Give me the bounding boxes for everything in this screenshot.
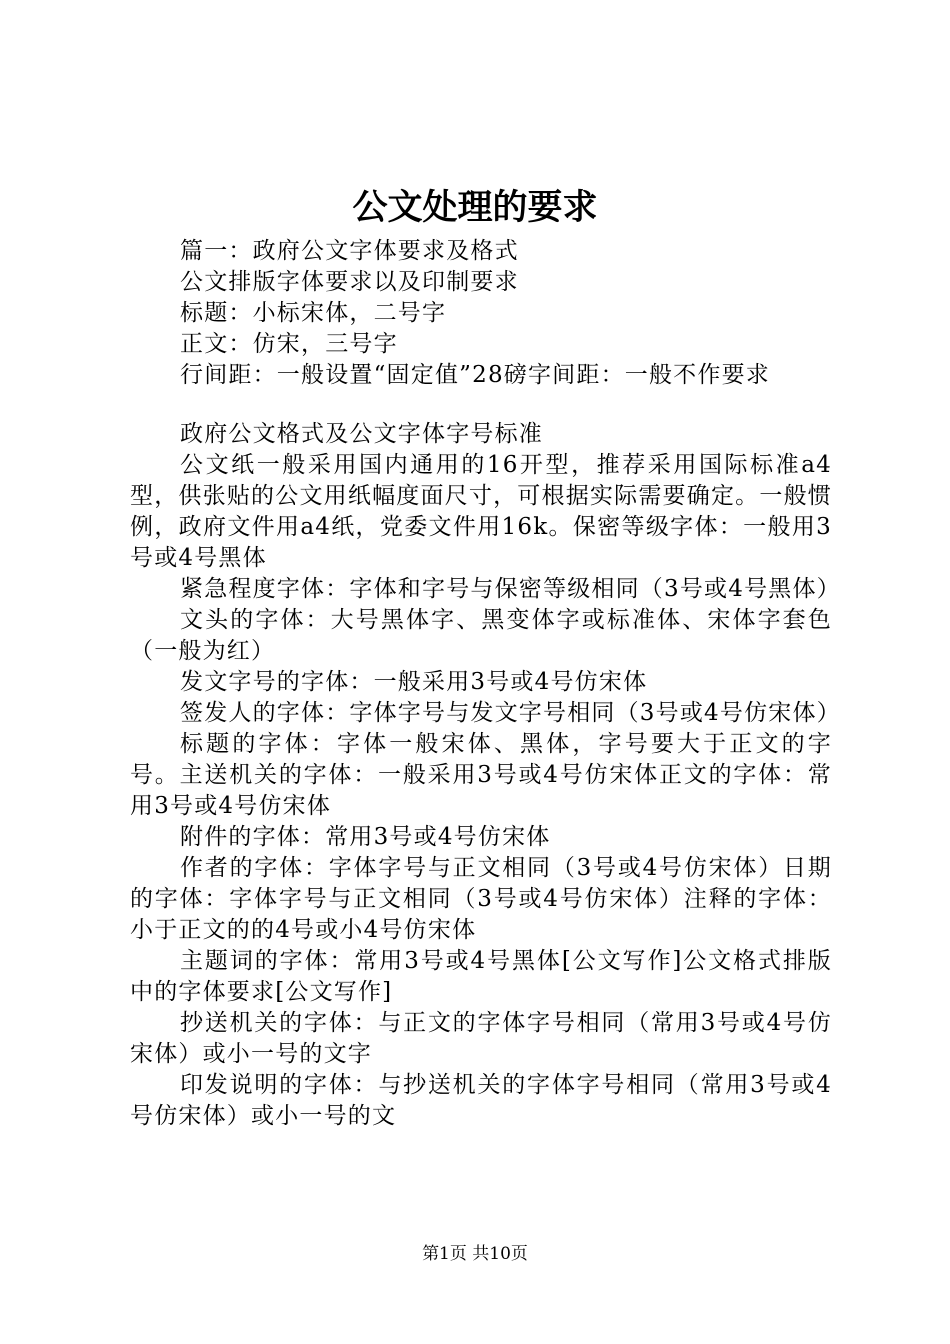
paragraph: 标题的字体：字体一般宋体、黑体，字号要大于正文的字号。主送机关的字体：一般采用3号或4号仿宋体正文的字体：常用3号或4号仿宋体 xyxy=(130,731,832,819)
paragraph: 签发人的字体：字体字号与发文字号相同（3号或4号仿宋体） xyxy=(180,700,841,726)
paragraph: 标题：小标宋体，二号字 xyxy=(180,300,447,326)
paragraph: 印发说明的字体：与抄送机关的字体字号相同（常用3号或4号仿宋体）或小一号的文 xyxy=(130,1072,832,1129)
page-footer: 第1页 共10页 xyxy=(422,1244,528,1264)
paragraph: 抄送机关的字体：与正文的字体字号相同（常用3号或4号仿宋体）或小一号的文字 xyxy=(130,1010,832,1067)
document-body xyxy=(130,236,841,1132)
paragraph: 正文：仿宋，三号字 xyxy=(180,331,398,357)
paragraph: 公文排版字体要求以及印制要求 xyxy=(180,269,519,295)
paragraph: 附件的字体：常用3号或4号仿宋体 xyxy=(180,824,551,850)
document-title: 公文处理的要求 xyxy=(352,188,598,228)
paragraph: 公文纸一般采用国内通用的16开型，推荐采用国际标准a4型，供张贴的公文用纸幅度面尺寸，可根据实际需要确定。一般惯例，政府文件用a4纸，党委文件用16k。保密等级字体：一般用3号或4号黑体 xyxy=(130,452,832,571)
paragraph: 篇一：政府公文字体要求及格式 xyxy=(180,238,519,264)
paragraph: 紧急程度字体：字体和字号与保密等级相同（3号或4号黑体） xyxy=(180,576,841,602)
paragraph: 作者的字体：字体字号与正文相同（3号或4号仿宋体）日期的字体：字体字号与正文相同（3号或4号仿宋体）注释的字体：小于正文的的4号或小4号仿宋体 xyxy=(130,855,832,943)
paragraph: 文头的字体：大号黑体字、黑变体字或标准体、宋体字套色（一般为红） xyxy=(130,607,832,664)
paragraph: 行间距：一般设置“固定值”28磅字间距：一般不作要求 xyxy=(180,362,770,388)
paragraph: 主题词的字体：常用3号或4号黑体[公文写作]公文格式排版中的字体要求[公文写作] xyxy=(130,948,832,1005)
paragraph: 发文字号的字体：一般采用3号或4号仿宋体 xyxy=(180,669,648,695)
paragraph: 政府公文格式及公文字体字号标准 xyxy=(180,421,543,447)
